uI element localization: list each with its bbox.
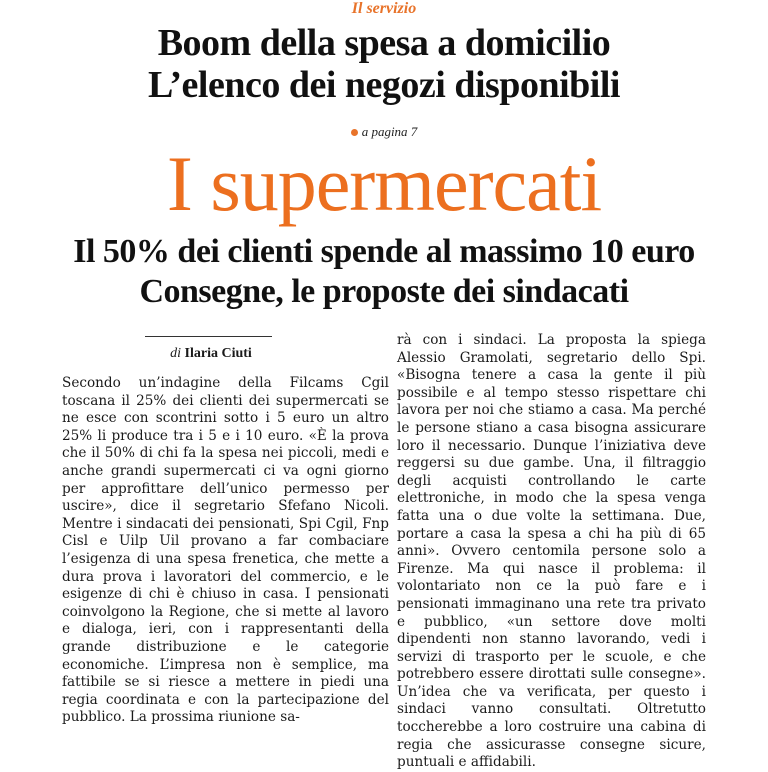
top-headline[interactable] — [0, 22, 768, 106]
top-headline-line2: L’elenco dei negozi disponibili — [148, 64, 620, 106]
page-reference[interactable] — [0, 124, 768, 140]
kicker: Il servizio — [351, 0, 417, 17]
article-column-right — [397, 332, 706, 772]
article-column-left — [62, 375, 389, 727]
page-reference-text: a pagina 7 — [361, 124, 418, 139]
sub-headline[interactable] — [0, 232, 768, 312]
byline — [136, 345, 286, 363]
top-headline-line1: Boom della spesa a domicilio — [157, 22, 611, 64]
byline-divider — [145, 336, 272, 337]
byline-author: Ilaria Ciuti — [184, 346, 252, 361]
main-title: I supermercati — [166, 140, 602, 227]
article-text-right: rà con i sindaci. La proposta la spiega Alessio Gramolati, segretario dello Spi. «Bisogna tenere a casa la gente il più possibile e al tempo stesso rispettare chi lavora per noi che stiamo a casa. Ma perché le persone stiano a casa bisogna assicurare loro il necessario. Dunque l’iniziativa deve reggersi su due gambe. Una, il filtraggio degli acquisti controllando le carte elettroniche, in modo che la spesa venga fatta una o due volte la settimana. Due, portare a casa la spesa a chi ha più di 65 anni». Ovvero centomila persone solo a Firenze. Ma qui nasce il problema: il volontariato non ce la può fare e i pensionati immaginano una rete tra privato e pubblico, «un settore dove molti dipendenti non stanno lavorando, vedi i servizi di trasporto per le scuole, e che potrebbero essere dirottati sulle consegne». Un’idea che va verificata, per questo i sindaci vanno consultati. Oltretutto toccherebbe a loro costruire una cabina di regia che assicurasse consegne sicure, puntuali e affidabili. — [397, 332, 706, 771]
byline-prefix: di — [170, 346, 182, 361]
sub-headline-line1: Il 50% dei clienti spende al massimo 10 euro — [73, 233, 695, 270]
sub-headline-line2: Consegne, le proposte dei sindacati — [139, 273, 629, 310]
article-text-left: Secondo un’indagine della Filcams Cgil toscana il 25% dei clienti dei supermercati se ne esce con scontrini sotto i 5 euro un altro 25% li produce tra i 5 e i 10 euro. «È la prova che il 50% di chi fa la spesa nei piccoli, medi e anche grandi supermercati ci va ogni giorno per approfittare dell’unico permesso per uscire», dice il segretario Sfefano Nicoli. Mentre i sindacati dei pensionati, Spi Cgil, Fnp Cisl e Uilp Uil provano a far combaciare l’esigenza di una spesa frenetica, che mette a dura prova i lavoratori del commercio, e le esigenze di chi è chiuso in casa. I pensionati coinvolgono la Regione, che si mette al lavoro e dialoga, ieri, con i rappresentanti della grande distribuzione e le categorie economiche. L’impresa non è semplice, ma fattibile se si riesce a mettere in piedi una regia coordinata e con la partecipazione del pubblico. La prossima riunione sa- — [62, 375, 389, 726]
bullet-dot-icon — [351, 129, 358, 136]
